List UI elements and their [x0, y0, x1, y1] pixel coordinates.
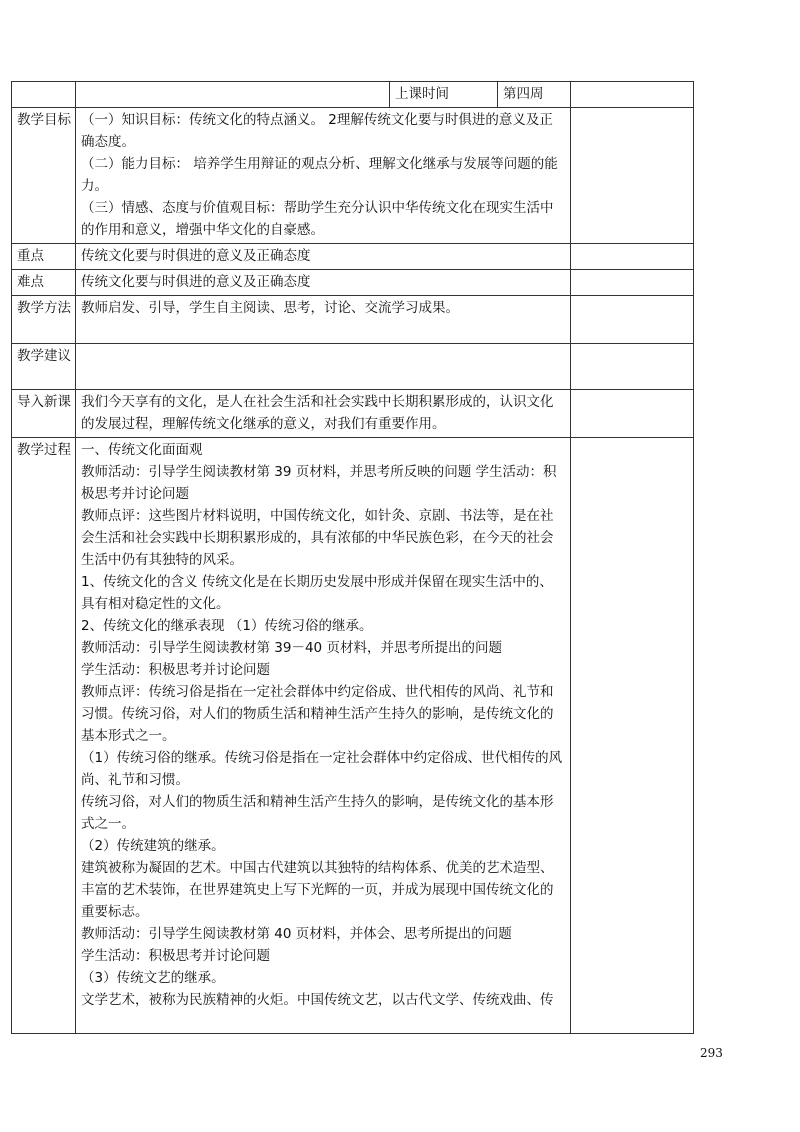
process-line: 学生活动：积极思考并讨论问题 — [81, 948, 270, 964]
intro-text: 我们今天享有的文化，是人在社会生活和社会实践中长期积累形成的，认识文化的发展过程，理解传统文化继承的意义，对我们有重要作用。 — [76, 390, 571, 438]
difficulty-row — [12, 270, 694, 296]
intro-label: 导入新课 — [12, 390, 76, 438]
method-extra-cell — [571, 296, 694, 344]
process-line: 学生活动：积极思考并讨论问题 — [81, 662, 270, 678]
process-line: 教师活动：引导学生阅读教材第 39－40 页材料，并思考所提出的问题 — [81, 640, 502, 656]
method-text: 教师启发、引导，学生自主阅读、思考，讨论、交流学习成果。 — [76, 296, 571, 344]
process-line: 2、传统文化的继承表现 （1）传统习俗的继承。 — [81, 618, 373, 634]
process-extra-cell — [571, 438, 694, 1034]
process-line: 传统习俗，对人们的物质生活和精神生活产生持久的影响，是传统文化的基本形式之一。 — [81, 794, 554, 832]
process-content — [76, 438, 571, 1034]
header-empty-cell-3 — [571, 82, 694, 108]
method-label: 教学方法 — [12, 296, 76, 344]
process-line: 建筑被称为凝固的艺术。中国古代建筑以其独特的结构体系、优美的艺术造型、丰富的艺术装饰，在世界建筑史上写下光辉的一页，并成为展现中国传统文化的重要标志。 — [81, 860, 554, 920]
goals-content — [76, 108, 571, 244]
difficulty-text: 传统文化要与时俱进的意义及正确态度 — [76, 270, 571, 296]
goals-row — [12, 108, 694, 244]
method-row — [12, 296, 694, 344]
goal-knowledge: （一）知识目标：传统文化的特点涵义。 2理解传统文化要与时俱进的意义及正确态度。 — [81, 112, 553, 150]
header-empty-cell-1 — [12, 82, 76, 108]
lesson-plan-table — [11, 81, 694, 1034]
page-number: 293 — [700, 1046, 723, 1060]
key-point-text: 传统文化要与时俱进的意义及正确态度 — [76, 244, 571, 270]
goals-label: 教学目标 — [12, 108, 76, 244]
intro-row — [12, 390, 694, 438]
process-line: （3）传统文艺的继承。 — [81, 970, 225, 986]
key-point-label: 重点 — [12, 244, 76, 270]
difficulty-label: 难点 — [12, 270, 76, 296]
class-time-label: 上课时间 — [390, 82, 498, 108]
process-line: 文学艺术，被称为民族精神的火炬。中国传统文艺，以古代文学、传统戏曲、传 — [81, 992, 554, 1008]
process-label: 教学过程 — [12, 438, 76, 1034]
header-empty-cell-2 — [76, 82, 390, 108]
goals-extra-cell — [571, 108, 694, 244]
process-line: 教师点评：传统习俗是指在一定社会群体中约定俗成、世代相传的风尚、礼节和习惯。传统习俗，对人们的物质生活和精神生活产生持久的影响，是传统文化的基本形式之一。 — [81, 684, 554, 744]
process-line: 教师点评：这些图片材料说明，中国传统文化，如针灸、京剧、书法等，是在社会生活和社会实践中长期积累形成的，具有浓郁的中华民族色彩，在今天的社会生活中仍有其独特的风采。 — [81, 508, 554, 568]
header-row — [12, 82, 694, 108]
suggestion-label: 教学建议 — [12, 344, 76, 390]
suggestion-extra-cell — [571, 344, 694, 390]
suggestion-row — [12, 344, 694, 390]
goal-ability: （二）能力目标： 培养学生用辩证的观点分析、理解文化继承与发展等问题的能力。 — [81, 156, 558, 194]
week-value: 第四周 — [498, 82, 571, 108]
goal-emotion: （三）情感、态度与价值观目标：帮助学生充分认识中华传统文化在现实生活中的作用和意义，增强中华文化的自豪感。 — [81, 200, 554, 238]
intro-extra-cell — [571, 390, 694, 438]
process-line: 一、传统文化面面观 — [81, 442, 203, 458]
process-line: （2）传统建筑的继承。 — [81, 838, 225, 854]
process-row — [12, 438, 694, 1034]
process-line: 教师活动：引导学生阅读教材第 39 页材料，并思考所反映的问题 学生活动：积极思考并讨论问题 — [81, 464, 557, 502]
difficulty-extra-cell — [571, 270, 694, 296]
process-line: 教师活动：引导学生阅读教材第 40 页材料，并体会、思考所提出的问题 — [81, 926, 512, 942]
key-point-extra-cell — [571, 244, 694, 270]
process-line: （1）传统习俗的继承。传统习俗是指在一定社会群体中约定俗成、世代相传的风尚、礼节和习惯。 — [81, 750, 563, 788]
process-line: 1、传统文化的含义 传统文化是在长期历史发展中形成并保留在现实生活中的、具有相对稳定性的文化。 — [81, 574, 553, 612]
suggestion-text — [76, 344, 571, 390]
key-point-row — [12, 244, 694, 270]
